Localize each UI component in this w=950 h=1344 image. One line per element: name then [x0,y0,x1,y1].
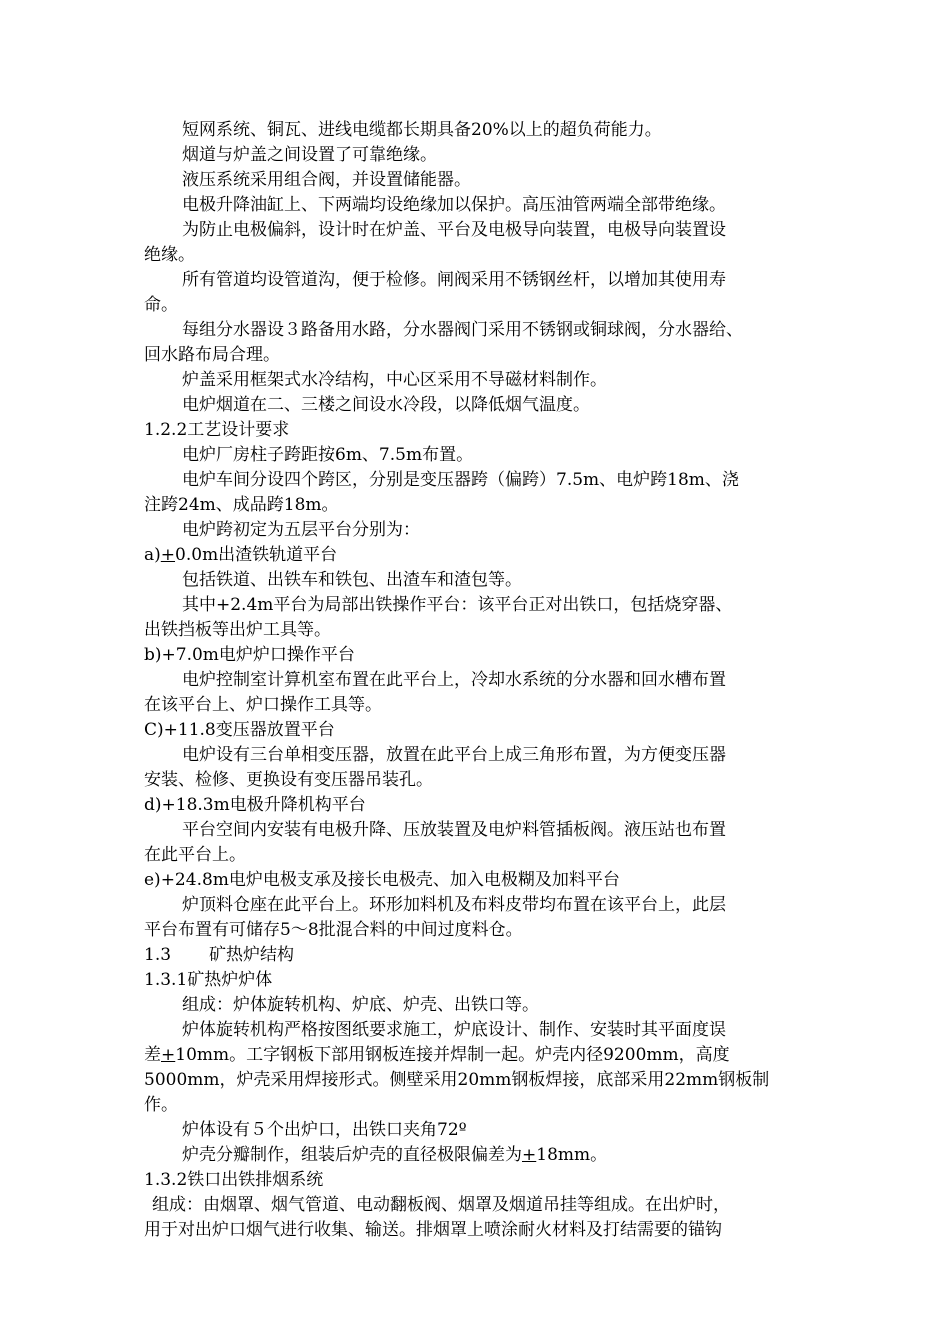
text-line: 作。 [144,1095,178,1115]
plus-minus-sign: + [160,545,176,565]
text-line: 平台空间内安装有电极升降、压放装置及电炉料管插板阀。液压站也布置 [182,820,726,840]
text-line: 组成：炉体旋转机构、炉底、炉壳、出铁口等。 [182,995,539,1015]
text-line: 用于对出炉口烟气进行收集、输送。排烟罩上喷涂耐火材料及打结需要的锚钩 [144,1220,722,1240]
text-line: 在此平台上。 [144,845,246,865]
text-line: 所有管道均设管道沟，便于检修。闸阀采用不锈钢丝杆，以增加其使用寿 [182,270,726,290]
text-line: 炉顶料仓座在此平台上。环形加料机及布料皮带均布置在该平台上，此层 [182,895,726,915]
text-line: 平台布置有可储存5～8批混合料的中间过度料仓。 [144,920,523,940]
section-heading [144,943,824,968]
text-segment: 0.0m出渣铁轨道平台 [175,545,338,565]
text-line: 炉盖采用框架式水冷结构，中心区采用不导磁材料制作。 [182,370,607,390]
text-line: 炉体旋转机构严格按图纸要求施工，炉底设计、制作、安装时其平面度误 [182,1020,726,1040]
text-line: 其中+2.4m平台为局部出铁操作平台：该平台正对出铁口，包括烧穿器、 [182,595,733,615]
text-segment: a) [144,545,161,565]
text-line: C)+11.8变压器放置平台 [144,720,335,740]
text-line: 1.3.2铁口出铁排烟系统 [144,1170,324,1190]
text-line: 回水路布局合理。 [144,345,280,365]
text-line: d)+18.3m电极升降机构平台 [144,795,366,815]
plus-minus-sign: + [522,1145,537,1165]
text-line: b)+7.0m电炉炉口操作平台 [144,645,355,665]
text-line: 1.2.2工艺设计要求 [144,420,290,440]
text-segment: 炉壳分瓣制作，组装后炉壳的直径极限偏差为 [182,1145,522,1165]
text-line: 命。 [144,295,178,315]
text-line: 注跨24m、成品跨18m。 [144,495,339,515]
text-line: 电炉厂房柱子跨距按6m、7.5m布置。 [182,445,474,465]
text-line: 包括铁道、出铁车和铁包、出渣车和渣包等。 [182,570,522,590]
section-title: 矿热炉结构 [209,945,295,965]
text-line: 出铁挡板等出炉工具等。 [144,620,331,640]
text-line: 电炉车间分设四个跨区，分别是变压器跨（偏跨）7.5m、电炉跨18m、浇 [182,470,739,490]
text-line [144,543,824,568]
text-line: 1.3.1矿热炉炉体 [144,970,273,990]
plus-minus-sign: + [161,1045,176,1065]
text-line: 电极升降油缸上、下两端均设绝缘加以保护。高压油管两端全部带绝缘。 [182,195,726,215]
text-line: 电炉跨初定为五层平台分别为： [182,520,420,540]
text-line: 电炉设有三台单相变压器，放置在此平台上成三角形布置，为方便变压器 [182,745,726,765]
text-line: 短网系统、铜瓦、进线电缆都长期具备20%以上的超负荷能力。 [182,120,662,140]
section-number: 1.3 [144,945,172,965]
text-line: 电炉控制室计算机室布置在此平台上，冷却水系统的分水器和回水槽布置 [182,670,726,690]
text-line: 组成：由烟罩、烟气管道、电动翻板阀、烟罩及烟道吊挂等组成。在出炉时， [152,1195,730,1215]
text-line: 5000mm，炉壳采用焊接形式。侧壁采用20mm钢板焊接，底部采用22mm钢板制 [144,1070,770,1090]
text-line [144,1043,824,1068]
text-line: 电炉烟道在二、三楼之间设水冷段，以降低烟气温度。 [182,395,590,415]
text-segment: 差 [144,1045,161,1065]
text-line: e)+24.8m电炉电极支承及接长电极壳、加入电极糊及加料平台 [144,870,620,890]
text-line: 炉体设有５个出炉口，出铁口夹角72º [182,1120,467,1140]
text-line: 烟道与炉盖之间设置了可靠绝缘。 [182,145,437,165]
text-line: 绝缘。 [144,245,195,265]
text-segment: 18mm。 [536,1145,608,1165]
text-line: 每组分水器设３路备用水路，分水器阀门采用不锈钢或铜球阀，分水器给、 [182,320,743,340]
text-line: 为防止电极偏斜，设计时在炉盖、平台及电极导向装置，电极导向装置设 [182,220,726,240]
text-line: 安装、检修、更换设有变压器吊装孔。 [144,770,433,790]
text-line: 在该平台上、炉口操作工具等。 [144,695,382,715]
text-segment: 10mm。工字钢板下部用钢板连接并焊制一起。炉壳内径9200mm，高度 [175,1045,730,1065]
text-line: 液压系统采用组合阀，并设置储能器。 [182,170,471,190]
text-line [144,1143,824,1168]
document-body [144,118,824,1243]
